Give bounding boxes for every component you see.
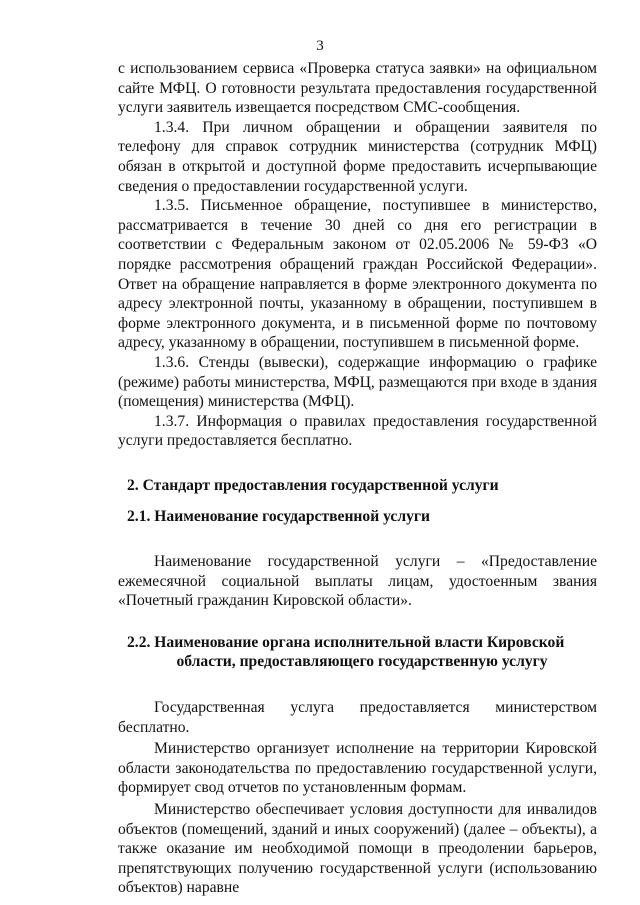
paragraph-1-3-6: 1.3.6. Стенды (вывески), содержащие информацию о графике (режиме) работы министерства, МФЦ, размещаются при входе в здания (помещения) министерства (МФЦ). [118, 353, 597, 411]
paragraph-1-3-5: 1.3.5. Письменное обращение, поступившее в министерство, рассматривается в течение 30 дней со дня его регистрации в соответствии с Федеральным законом от 02.05.2006 № 59-ФЗ «О порядке рассмотрения обращений граждан Российской Федерации». Ответ на обращение направляется в форме электронного документа по адресу электронной почты, указанному в обращении, поступившем в форме электронного документа, и в письменной форме по почтовому адресу, указанному в обращении, поступившем в письменной форме. [118, 197, 597, 352]
section-heading-2-1: 2.1. Наименование государственной услуги [127, 508, 430, 526]
section-heading-2-2 [118, 633, 597, 672]
document-body [118, 59, 597, 898]
paragraph-1-3-7: 1.3.7. Информация о правилах предоставления государственной услуги предоставляется бесплатно. [118, 412, 597, 450]
paragraph-free-service: Государственная услуга предоставляется министерством бесплатно. [118, 699, 597, 736]
page-number: 3 [316, 38, 324, 54]
paragraph-service-name: Наименование государственной услуги – «Предоставление ежемесячной социальной выплаты лицам, удостоенным звания «Почетный гражданин Кировской области». [118, 553, 597, 610]
paragraph-1-3-4: 1.3.4. При личном обращении и обращении заявителя по телефону для справок сотрудник министерства (сотрудник МФЦ) обязан в открытой и доступной форме предоставить исчерпывающие сведения о предоставлении государственной услуги. [118, 118, 597, 195]
paragraph-ministry-organizes: Министерство организует исполнение на территории Кировской области законодательства по предоставлению государственной услуги, формирует свод отчетов по установленным формам. [118, 740, 597, 797]
paragraph-status-check: с использованием сервиса «Проверка статуса заявки» на официальном сайте МФЦ. О готовности результата предоставления государственной услуги заявитель извещается посредством СМС-сообщения. [118, 60, 597, 117]
section-heading-2-2-line2: области, предоставляющего государственную услугу [176, 653, 548, 671]
section-heading-2-2-line1: 2.2. Наименование органа исполнительной власти Кировской [127, 633, 565, 651]
paragraph-accessibility: Министерство обеспечивает условия доступности для инвалидов объектов (помещений, зданий и иных сооружений) (далее – объекты), а также оказание им необходимой помощи в преодолении барьеров, препятствующих получению государственной услуги (использованию объектов) наравне [118, 801, 597, 897]
section-heading-2: 2. Стандарт предоставления государственной услуги [127, 476, 499, 494]
